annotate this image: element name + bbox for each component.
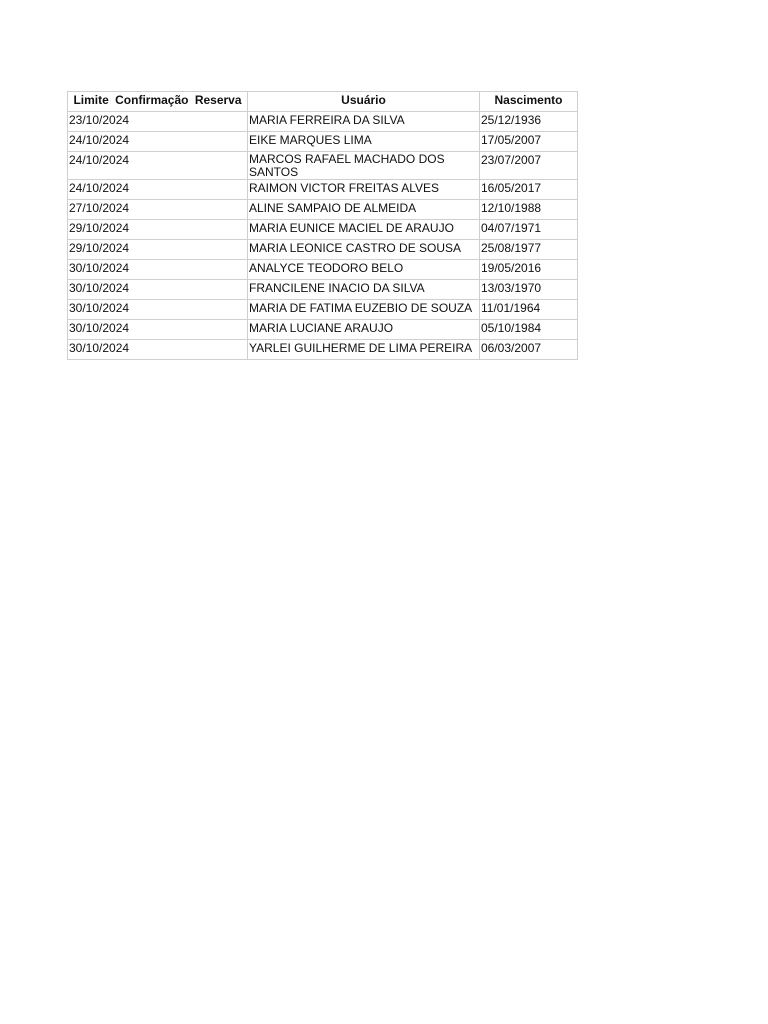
cell-limite-confirmacao: 24/10/2024 bbox=[68, 180, 248, 200]
table-row bbox=[68, 200, 578, 220]
cell-usuario: MARIA LEONICE CASTRO DE SOUSA bbox=[248, 240, 480, 260]
cell-nascimento: 06/03/2007 bbox=[480, 340, 578, 360]
cell-limite-confirmacao: 30/10/2024 bbox=[68, 260, 248, 280]
column-header-usuario: Usuário bbox=[248, 92, 480, 112]
cell-nascimento: 25/12/1936 bbox=[480, 112, 578, 132]
cell-usuario: ANALYCE TEODORO BELO bbox=[248, 260, 480, 280]
cell-nascimento: 04/07/1971 bbox=[480, 220, 578, 240]
cell-nascimento: 19/05/2016 bbox=[480, 260, 578, 280]
cell-limite-confirmacao: 27/10/2024 bbox=[68, 200, 248, 220]
cell-nascimento: 11/01/1964 bbox=[480, 300, 578, 320]
table-row bbox=[68, 300, 578, 320]
cell-usuario: MARIA DE FATIMA EUZEBIO DE SOUZA bbox=[248, 300, 480, 320]
table-row bbox=[68, 280, 578, 300]
table-row bbox=[68, 132, 578, 152]
cell-limite-confirmacao: 29/10/2024 bbox=[68, 240, 248, 260]
cell-usuario: MARIA LUCIANE ARAUJO bbox=[248, 320, 480, 340]
cell-limite-confirmacao: 30/10/2024 bbox=[68, 280, 248, 300]
cell-limite-confirmacao: 30/10/2024 bbox=[68, 340, 248, 360]
table-row bbox=[68, 152, 578, 180]
table-row bbox=[68, 320, 578, 340]
cell-usuario bbox=[248, 152, 480, 180]
cell-nascimento: 17/05/2007 bbox=[480, 132, 578, 152]
column-header-limite-confirmacao-reserva: Limite Confirmação Reserva bbox=[68, 92, 248, 112]
reservations-table bbox=[67, 91, 578, 360]
sheet-area bbox=[67, 91, 578, 360]
cell-nascimento: 12/10/1988 bbox=[480, 200, 578, 220]
cell-usuario: EIKE MARQUES LIMA bbox=[248, 132, 480, 152]
cell-nascimento: 25/08/1977 bbox=[480, 240, 578, 260]
cell-usuario-wrapped-text: MARCOS RAFAEL MACHADO DOS SANTOS bbox=[249, 152, 445, 179]
cell-usuario: ALINE SAMPAIO DE ALMEIDA bbox=[248, 200, 480, 220]
table-row bbox=[68, 112, 578, 132]
table-row bbox=[68, 240, 578, 260]
cell-limite-confirmacao: 24/10/2024 bbox=[68, 152, 248, 180]
cell-usuario: YARLEI GUILHERME DE LIMA PEREIRA bbox=[248, 340, 480, 360]
cell-limite-confirmacao: 29/10/2024 bbox=[68, 220, 248, 240]
cell-limite-confirmacao: 24/10/2024 bbox=[68, 132, 248, 152]
cell-limite-confirmacao: 23/10/2024 bbox=[68, 112, 248, 132]
cell-nascimento: 05/10/1984 bbox=[480, 320, 578, 340]
cell-usuario: RAIMON VICTOR FREITAS ALVES bbox=[248, 180, 480, 200]
table-row bbox=[68, 180, 578, 200]
cell-usuario: FRANCILENE INACIO DA SILVA bbox=[248, 280, 480, 300]
cell-limite-confirmacao: 30/10/2024 bbox=[68, 320, 248, 340]
table-row bbox=[68, 340, 578, 360]
table-row bbox=[68, 260, 578, 280]
cell-usuario: MARIA FERREIRA DA SILVA bbox=[248, 112, 480, 132]
cell-nascimento: 13/03/1970 bbox=[480, 280, 578, 300]
cell-limite-confirmacao: 30/10/2024 bbox=[68, 300, 248, 320]
table-row bbox=[68, 220, 578, 240]
header-row bbox=[68, 92, 578, 112]
column-header-nascimento: Nascimento bbox=[480, 92, 578, 112]
cell-nascimento: 16/05/2017 bbox=[480, 180, 578, 200]
cell-nascimento: 23/07/2007 bbox=[480, 152, 578, 180]
cell-usuario: MARIA EUNICE MACIEL DE ARAUJO bbox=[248, 220, 480, 240]
